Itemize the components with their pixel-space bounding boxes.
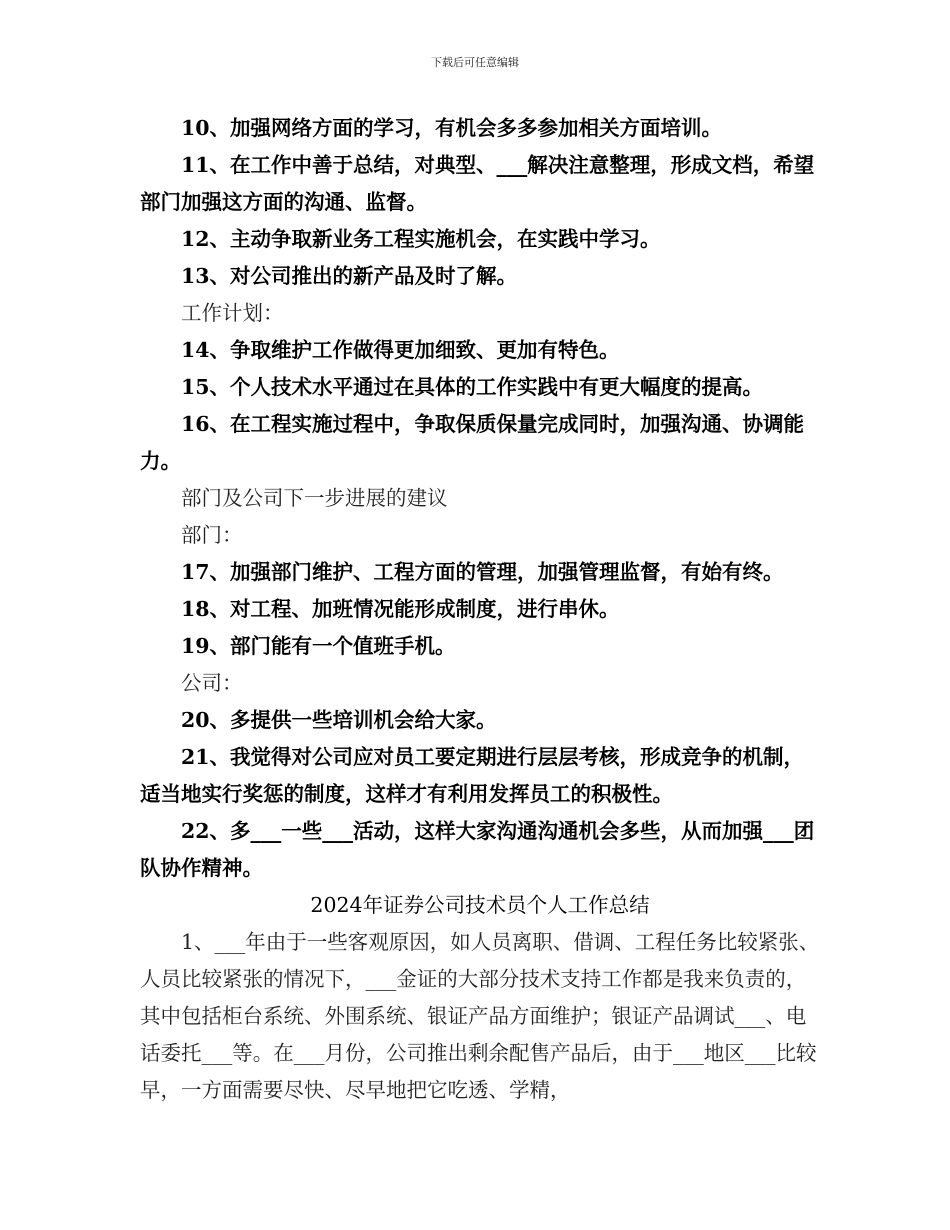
list-item-15: 15、个人技术水平通过在具体的工作实践中有更大幅度的提高。 — [181, 375, 764, 399]
list-item-14: 14、争取维护工作做得更加细致、更加有特色。 — [181, 338, 620, 362]
list-item-21: 21、我觉得对公司应对员工要定期进行层层考核，形成竞争的机制，适当地实行奖惩的制度，这样才有利用发挥员工的积极性。 — [140, 745, 805, 806]
list-item-19: 19、部门能有一个值班手机。 — [181, 634, 456, 658]
list-item-12: 12、主动争取新业务工程实施机会，在实践中学习。 — [181, 227, 661, 251]
list-item-10: 10、加强网络方面的学习，有机会多多参加相关方面培训。 — [181, 116, 723, 140]
list-item-13: 13、对公司推出的新产品及时了解。 — [181, 264, 518, 288]
list-item-16: 16、在工程实施过程中，争取保质保量完成同时，加强沟通、协调能力。 — [140, 412, 805, 473]
section-title: 2024年证券公司技术员个人工作总结 — [310, 893, 650, 917]
list-item-20: 20、多提供一些培训机会给大家。 — [181, 708, 497, 732]
document-body — [140, 110, 820, 1109]
subheading-suggestions: 部门及公司下一步进展的建议 — [181, 486, 448, 510]
body-paragraph: 1、___年由于一些客观原因，如人员离职、借调、工程任务比较紧张、人员比较紧张的情况下，___金证的大部分技术支持工作都是我来负责的，其中包括柜台系统、外围系统、银证产品方面维护；银证产品调试___、电话委托___等。在___月份，公司推出剩余配售产品后，由于___地区___比较早，一方面需要尽快、尽早地把它吃透、学精， — [140, 930, 820, 1102]
subheading-company: 公司： — [181, 671, 243, 695]
subheading-department: 部门： — [181, 523, 243, 547]
list-item-11: 11、在工作中善于总结，对典型、___解决注意整理，形成文档，希望部门加强这方面的沟通、监督。 — [140, 153, 815, 214]
list-item-17: 17、加强部门维护、工程方面的管理，加强管理监督，有始有终。 — [181, 560, 784, 584]
subheading-work-plan: 工作计划： — [181, 301, 284, 325]
page-header: 下载后可任意编辑 — [431, 56, 519, 69]
list-item-18: 18、对工程、加班情况能形成制度，进行串休。 — [181, 597, 620, 621]
list-item-22: 22、多___一些___活动，这样大家沟通沟通机会多些，从而加强___团队协作精神。 — [140, 819, 815, 880]
